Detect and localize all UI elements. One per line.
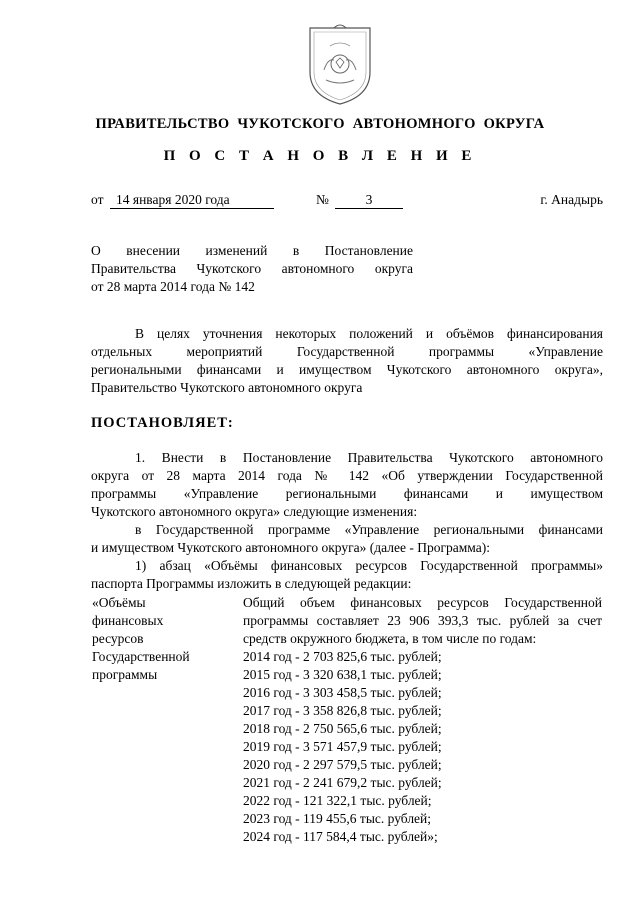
subject-line: Правительства Чукотского автономного округа [91,261,413,276]
table-left-line: «Объёмы [92,595,146,610]
subject-line: от 28 марта 2014 года № 142 [91,279,255,294]
funding-year-item: 2020 год - 2 297 579,5 тыс. рублей; [243,757,442,772]
subject-line: О внесении изменений в Постановление [91,243,413,258]
clause-1 [91,449,603,593]
emblem-icon [304,22,376,108]
clause-line: округа от 28 марта 2014 года № 142 «Об утверждении Государственной [91,468,603,483]
clause-line: программы «Управление региональными финансами и имуществом [91,486,603,501]
government-title: ПРАВИТЕЛЬСТВО ЧУКОТСКОГО АВТОНОМНОГО ОКРУГА [95,116,545,132]
table-right-line: Общий объем финансовых ресурсов Государственной [243,595,602,610]
table-right-cell [243,594,602,846]
table-left-line: Государственной [92,649,190,664]
date-value: 14 января 2020 года [116,192,230,207]
preamble-line: отдельных мероприятий Государственной программы «Управление [91,344,603,359]
from-label: от [91,192,104,207]
funding-year-item: 2022 год - 121 322,1 тыс. рублей; [243,793,432,808]
document-type-title: П О С Т А Н О В Л Е Н И Е [163,148,477,164]
clause-line: и имуществом Чукотского автономного округа» (далее - Программа): [91,540,490,555]
preamble-line: В целях уточнения некоторых положений и объёмов финансирования [135,326,603,341]
clause-line: 1. Внести в Постановление Правительства Чукотского автономного [135,450,603,465]
date-field [110,192,274,209]
table-left-line: программы [92,667,158,682]
preamble-line: региональными финансами и имуществом Чукотского автономного округа», [91,362,603,377]
funding-year-item: 2015 год - 3 320 638,1 тыс. рублей; [243,667,442,682]
number-field [335,192,403,209]
funding-year-item: 2016 год - 3 303 458,5 тыс. рублей; [243,685,442,700]
table-left-cell [92,594,232,684]
number-value: 3 [365,192,373,207]
funding-year-item: 2018 год - 2 750 565,6 тыс. рублей; [243,721,442,736]
preamble-line: Правительство Чукотского автономного округа [91,380,363,395]
table-left-line: ресурсов [92,631,144,646]
funding-year-item: 2017 год - 3 358 826,8 тыс. рублей; [243,703,442,718]
funding-year-item: 2014 год - 2 703 825,6 тыс. рублей; [243,649,442,664]
decree-verb: ПОСТАНОВЛЯЕТ: [91,415,234,431]
clause-line: Чукотского автономного округа» следующие изменения: [91,504,418,519]
clause-line: 1) абзац «Объёмы финансовых ресурсов Государственной программы» [135,558,603,573]
table-right-line: средств окружного бюджета, в том числе по годам: [243,631,537,646]
clause-line: в Государственной программе «Управление региональными финансами [135,522,603,537]
table-right-line: программы составляет 23 906 393,3 тыс. рублей за счет [243,613,602,628]
preamble [91,325,603,397]
funding-year-item: 2023 год - 119 455,6 тыс. рублей; [243,811,432,826]
clause-line: паспорта Программы изложить в следующей редакции: [91,576,412,591]
funding-year-item: 2024 год - 117 584,4 тыс. рублей»; [243,829,438,844]
number-label: № [316,192,329,207]
funding-year-item: 2019 год - 3 571 457,9 тыс. рублей; [243,739,442,754]
table-left-line: финансовых [92,613,164,628]
place: г. Анадырь [540,192,603,207]
subject-block [91,242,413,296]
funding-by-year-list [243,648,602,846]
funding-year-item: 2021 год - 2 241 679,2 тыс. рублей; [243,775,442,790]
